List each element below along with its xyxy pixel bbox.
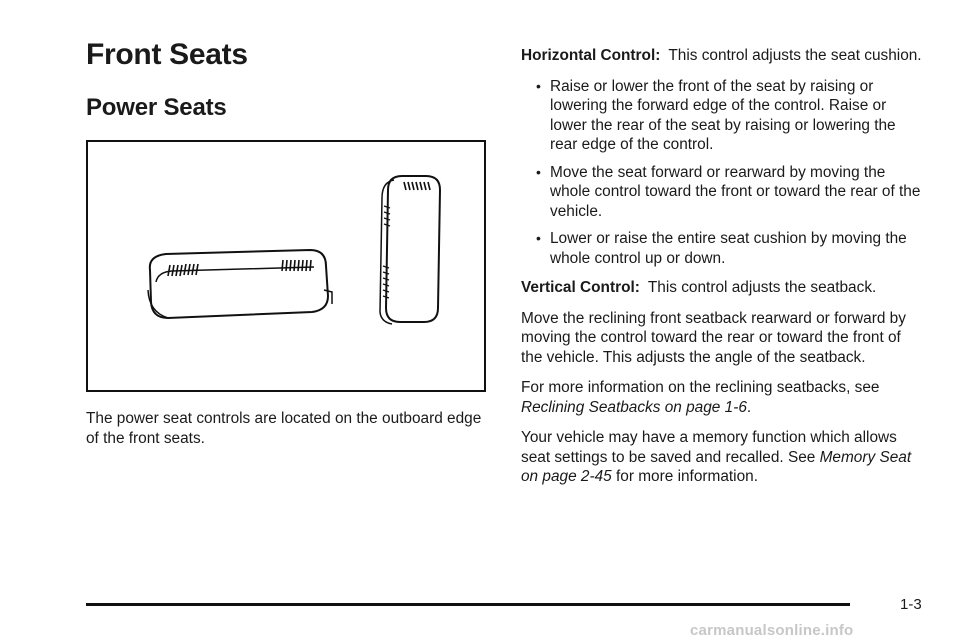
list-item: • Lower or raise the entire seat cushion by moving the whole control up or down. (536, 230, 907, 267)
vertical-control-paragraph (521, 278, 926, 298)
more-info-paragraph: For more information on the reclining seatbacks, see Reclining Seatbacks on page 1-6. (521, 379, 880, 416)
right-column (521, 46, 926, 498)
bullet-icon: • (536, 77, 541, 94)
page-title: Front Seats (86, 38, 248, 71)
section-title: Power Seats (86, 94, 227, 121)
seat-controls-illustration (86, 140, 486, 392)
horizontal-control-icon (148, 250, 332, 318)
list-item: • Raise or lower the front of the seat by raising or lowering the forward edge of the control. Raise or lower the rear of the seat by raising or lowering the rear edge of the control. (536, 77, 896, 153)
location-paragraph: The power seat controls are located on the outboard edge of the front seats. (86, 410, 482, 447)
watermark: carmanualsonline.info (690, 622, 854, 639)
vertical-control-icon (380, 176, 440, 324)
memory-paragraph: Your vehicle may have a memory function which allows seat settings to be saved and recalled. See Memory Seat on page 2-45 for more information. (521, 429, 912, 485)
bullet-icon: • (536, 163, 541, 180)
vertical-control-label: Vertical Control: (521, 279, 640, 296)
bullet-icon: • (536, 230, 541, 246)
page-number: 1-3 (900, 596, 922, 613)
horizontal-control-text: This control adjusts the seat cushion. (668, 47, 922, 64)
horizontal-control-paragraph (521, 46, 926, 66)
footer-rule (86, 603, 850, 606)
memory-seat-link[interactable]: Memory Seat on page 2-45 (521, 448, 912, 485)
recline-paragraph: Move the reclining front seatback rearward or forward by moving the control toward the rear or toward the front of the vehicle. This adjusts the angle of the seatback. (521, 309, 906, 366)
reclining-seatbacks-link[interactable]: Reclining Seatbacks on page 1-6 (521, 398, 747, 416)
horizontal-control-label: Horizontal Control: (521, 47, 661, 64)
seat-controls-drawing (88, 142, 484, 390)
list-item: • Move the seat forward or rearward by moving the whole control toward the front or toward the rear of the vehicle. (536, 163, 921, 220)
horizontal-control-list (521, 77, 926, 269)
vertical-control-text: This control adjusts the seatback. (647, 279, 877, 296)
